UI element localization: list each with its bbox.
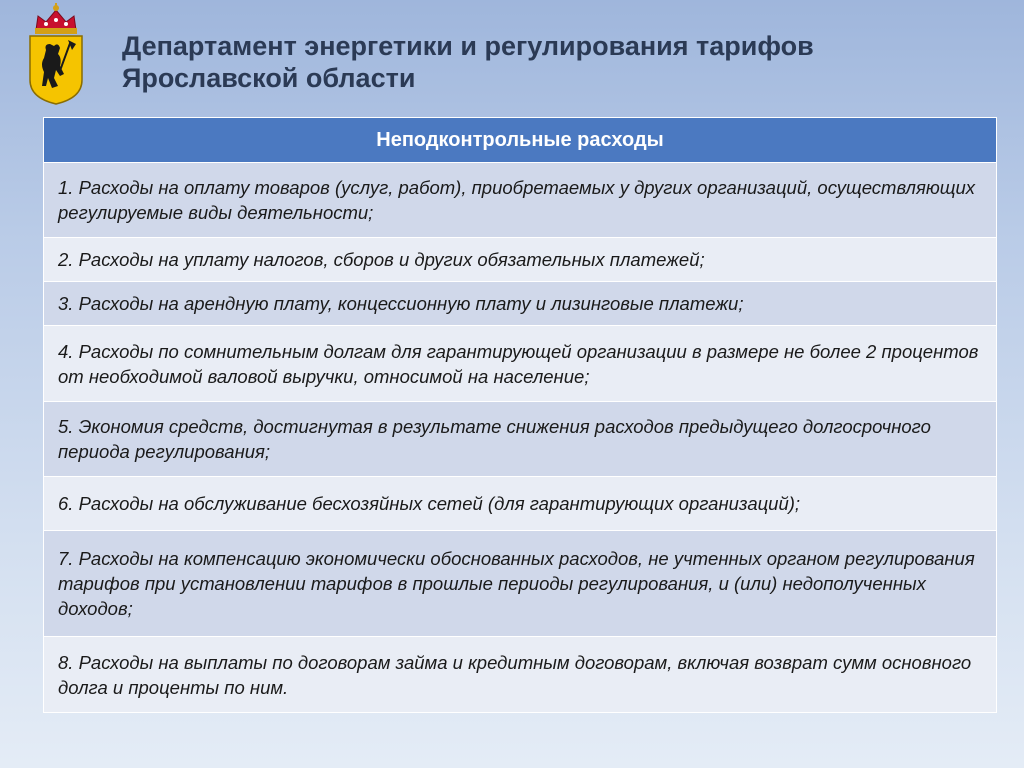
table-cell: 5. Экономия средств, достигнутая в результате снижения расходов предыдущего долгосрочного периода регулирования;	[44, 402, 997, 477]
table-cell: 3. Расходы на арендную плату, концессионную плату и лизинговые платежи;	[44, 282, 997, 326]
table-row	[44, 531, 997, 637]
table-row	[44, 163, 997, 238]
table-row	[44, 326, 997, 402]
table-cell: 1. Расходы на оплату товаров (услуг, работ), приобретаемых у других организаций, осуществляющих регулируемые виды деятельности;	[44, 163, 997, 238]
table-cell: 6. Расходы на обслуживание бесхозяйных сетей (для гарантирующих организаций);	[44, 477, 997, 531]
coat-of-arms-icon	[24, 2, 88, 106]
table-row	[44, 402, 997, 477]
table-cell: 4. Расходы по сомнительным долгам для гарантирующей организации в размере не более 2 процентов от необходимой валовой выручки, относимой на население;	[44, 326, 997, 402]
page-title-line-1: Департамент энергетики и регулирования тарифов	[122, 31, 814, 61]
table-header: Неподконтрольные расходы	[44, 118, 997, 163]
table-header-row	[44, 118, 997, 163]
table-cell: 7. Расходы на компенсацию экономически обоснованных расходов, не учтенных органом регулирования тарифов при установлении тарифов в прошлые периоды регулирования, и (или) недополученных доходов;	[44, 531, 997, 637]
page-title	[122, 30, 814, 94]
expenses-table	[43, 117, 997, 713]
table-cell: 8. Расходы на выплаты по договорам займа и кредитным договорам, включая возврат сумм основного долга и проценты по ним.	[44, 637, 997, 713]
table-row	[44, 238, 997, 282]
emblem	[24, 2, 88, 106]
table-row	[44, 637, 997, 713]
table-row	[44, 282, 997, 326]
page-title-line-2: Ярославской области	[122, 63, 416, 93]
table-cell: 2. Расходы на уплату налогов, сборов и других обязательных платежей;	[44, 238, 997, 282]
table-row	[44, 477, 997, 531]
